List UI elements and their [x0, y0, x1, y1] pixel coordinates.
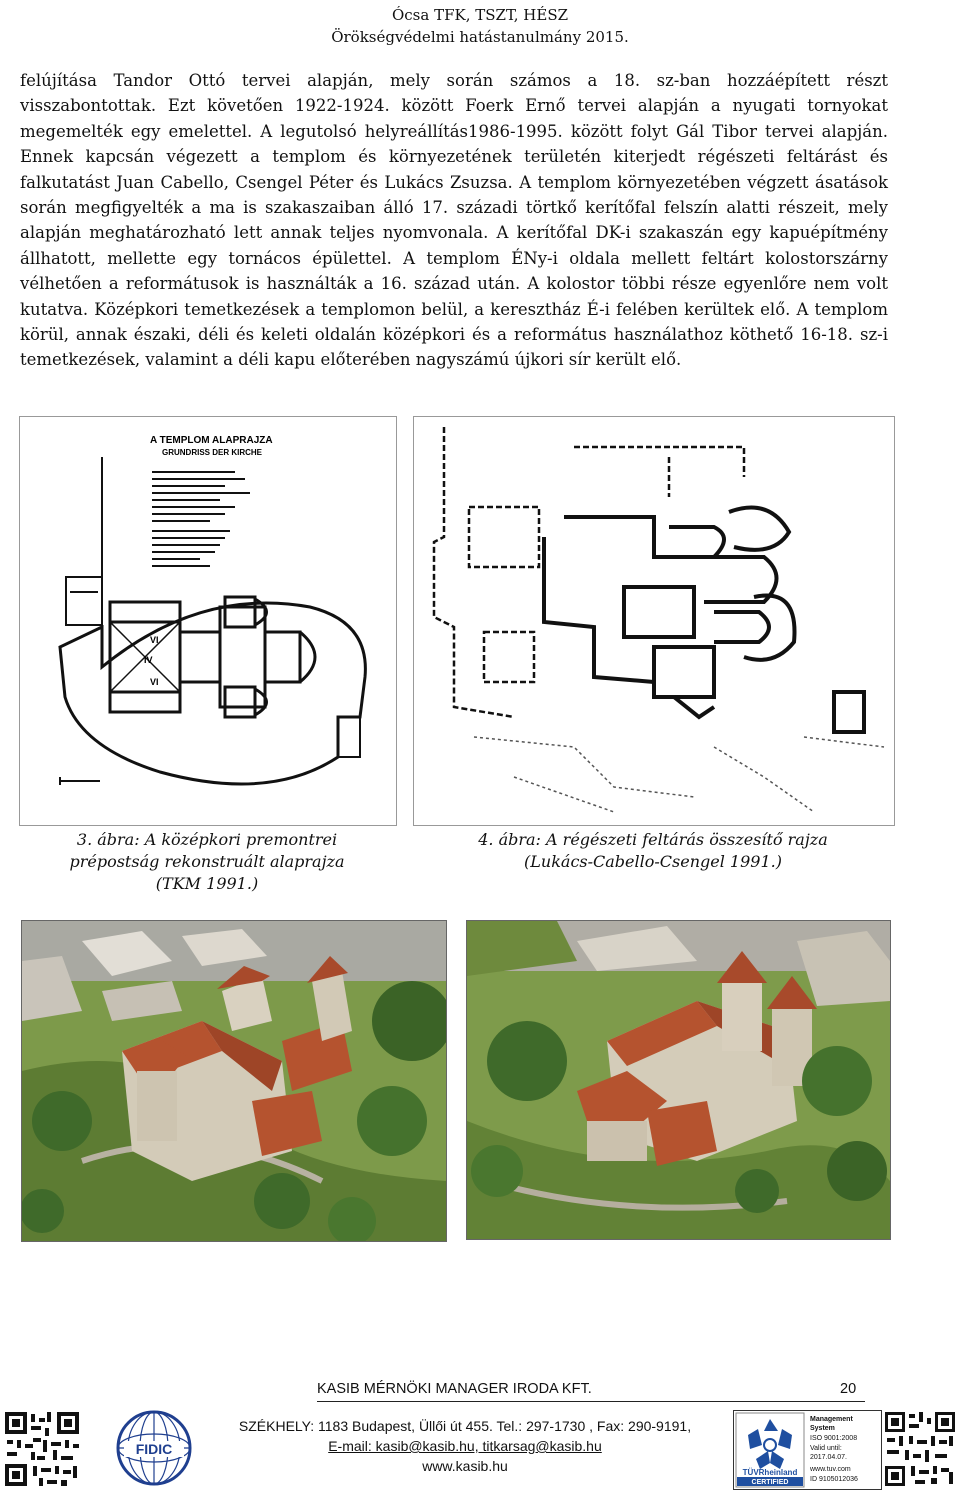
figure-4-caption: [413, 829, 893, 873]
aerial-photo-right: [466, 920, 891, 1240]
aerial-photo-left: [21, 920, 447, 1242]
tuv-certification-logo: [733, 1410, 882, 1490]
figure-4-excavation: [413, 416, 895, 826]
footer-divider: [317, 1401, 865, 1402]
plan-title-1: A TEMPLOM ALAPRAJZA: [150, 435, 273, 446]
fidic-logo-text: FIDIC: [135, 1441, 173, 1457]
tuv-certified-text: CERTIFIED: [751, 1479, 789, 1486]
tuv-text-4: Valid until:: [810, 1445, 842, 1452]
svg-text:VI: VI: [150, 635, 159, 645]
footer-address: SZÉKHELY: 1183 Budapest, Üllői út 455. Tel.: 297-1730 , Fax: 290-9191,: [238, 1418, 692, 1434]
page-number: 20: [840, 1381, 857, 1397]
body-paragraph: felújítása Tandor Ottó tervei alapján, mely során számos a 18. sz-ban hozzáépített részt visszabontottak. Ezt követően 1922-1924. között Foerk Ernő tervei alapján a nyugati tornyokat megemelték egy emelettel. A legutolsó helyreállítás1986-1995. között folyt Gál Tibor tervei alapján. Ennek kapcsán végezett a templom és környezetének területén kiterjedt régészeti feltárást és falkutatást Juan Cabello, Csengel Péter és Lukács Zsuzsa. A templom környezetében végzett ásatások során megfigyelték a ma is szakaszaiban álló 17. századi törtkő kerítőfal felszín alatti részeit, mely alapján meghatározható lett annak teljes nyomvonala. A kerítőfal DK-i szakaszán egy kapuépítmény állhatott, mellette egy tornácos épülettel. A templom ÉNy-i oldala mellett feltárt kolostorszárny vélhetően a reformátusok is használták a 16. század után. A kolostor többi része egyenlőre nem volt kutatva. Középkori temetkezések a templomon belül, a keresztház É-i felében kerültek elő. A templom körül, annak északi, déli és keleti oldalán középkori és a református használathoz köthető 16-18. sz-i temetkezések, valamint a déli kapu előterében nagyszámú újkori sír került elő.: [20, 71, 888, 370]
footer-contact: [230, 1416, 700, 1476]
page-header: [0, 4, 960, 48]
footer-email: E-mail: kasib@kasib.hu, titkarsag@kasib.hu: [328, 1438, 602, 1454]
tuv-text-6: www.tuv.com: [810, 1466, 851, 1473]
footer-company-name: KASIB MÉRNÖKI MANAGER IRODA KFT.: [317, 1381, 592, 1397]
figure-4-caption-line-2: (Lukács-Cabello-Csengel 1991.): [524, 852, 782, 871]
figure-3-caption-line-2: prépostság rekonstruált alaprajza: [69, 852, 345, 871]
header-line-2: Örökségvédelmi hatástanulmány 2015.: [331, 28, 629, 46]
figure-3-caption: [19, 829, 395, 895]
qr-code-left: [3, 1410, 81, 1488]
tuv-text-1: Management: [810, 1416, 853, 1423]
tuv-text-3: ISO 9001:2008: [810, 1435, 858, 1442]
svg-text:IV: IV: [144, 655, 153, 665]
plan-drawing: [20, 417, 396, 825]
tuv-text-5: 2017.04.07.: [810, 1454, 847, 1461]
figure-3-caption-line-1: 3. ábra: A középkori premontrei: [76, 830, 338, 849]
excavation-drawing: [414, 417, 894, 825]
tuv-text-7: ID 9105012036: [810, 1476, 858, 1483]
footer-website[interactable]: www.kasib.hu: [422, 1458, 508, 1474]
tuv-brand-text: TÜVRheinland: [742, 1468, 798, 1477]
figure-3-caption-line-3: (TKM 1991.): [155, 874, 259, 893]
fidic-logo: [114, 1408, 194, 1488]
plan-title-2: GRUNDRISS DER KIRCHE: [162, 448, 263, 457]
figure-3-plan: [19, 416, 397, 826]
header-line-1: Ócsa TFK, TSZT, HÉSZ: [391, 6, 569, 24]
svg-text:VI: VI: [150, 677, 159, 687]
figure-4-caption-line-1: 4. ábra: A régészeti feltárás összesítő rajza: [478, 830, 828, 849]
tuv-text-2: System: [810, 1425, 835, 1432]
qr-code-right: [883, 1410, 957, 1488]
